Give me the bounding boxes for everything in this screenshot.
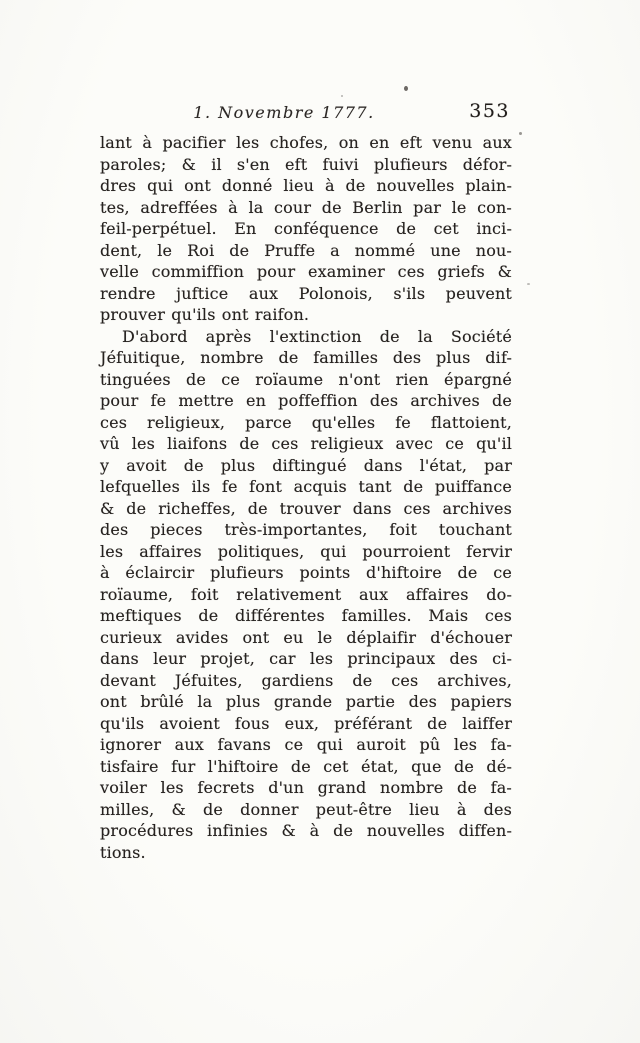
paragraph-continuation [100, 132, 512, 326]
text-line: ont brûlé la plus grande partie des papiers [100, 692, 512, 711]
text-line: à éclaircir plufieurs points d'hiftoire de ce [100, 563, 512, 582]
running-header [100, 100, 512, 130]
text-line: feil-perpétuel. En conféquence de cet inci- [100, 219, 512, 238]
body-text [100, 132, 512, 863]
text-line: tisfaire fur l'hiftoire de cet état, que de dé- [100, 756, 512, 776]
text-line: milles, & de donner peut-être lieu à des [100, 799, 512, 819]
text-line: vû les liaifons de ces religieux avec ce qu'il [100, 434, 512, 453]
text-line: prouver qu'ils ont raifon. [100, 305, 310, 324]
text-line: paroles; & il s'en eft fuivi plufieurs défor- [100, 154, 512, 174]
scan-speckle [404, 86, 408, 91]
text-line: qu'ils avoient fous eux, préférant de laiffer [100, 713, 512, 733]
text-line: D'abord après l'extinction de la Société [122, 326, 512, 346]
text-line: devant Jéfuites, gardiens de ces archives, [100, 670, 512, 690]
text-line: roïaume, foit relativement aux affaires do- [100, 584, 512, 604]
text-line: Jéfuitique, nombre de familles des plus dif- [100, 348, 512, 367]
running-header-date: 1. Novembre 1777. [193, 103, 375, 122]
text-line: ignorer aux favans ce qui auroit pû les fa- [100, 735, 512, 754]
text-line: & de richeffes, de trouver dans ces archives [100, 498, 512, 518]
scan-speckle [527, 283, 530, 285]
text-line: meftiques de différentes familles. Mais ces [100, 606, 512, 625]
text-line: dres qui ont donné lieu à de nouvelles plain- [100, 176, 512, 195]
text-line: tes, adreffées à la cour de Berlin par le con- [100, 197, 512, 217]
scan-speckle [519, 132, 522, 135]
text-line: dans leur projet, car les principaux des ci- [100, 649, 512, 668]
text-line: lefquelles ils fe font acquis tant de puiffance [100, 477, 512, 496]
text-line: procédures infinies & à de nouvelles diffen- [100, 821, 512, 840]
text-line: les affaires politiques, qui pourroient fervir [100, 541, 512, 561]
text-line: rendre juftice aux Polonois, s'ils peuvent [100, 283, 512, 303]
text-line: pour fe mettre en poffeffion des archives de [100, 391, 512, 410]
text-line: curieux avides ont eu le déplaifir d'échouer [100, 627, 512, 647]
text-line: tinguées de ce roïaume n'ont rien épargné [100, 369, 512, 389]
page-number: 353 [469, 100, 510, 122]
text-line: dent, le Roi de Pruffe a nommé une nou- [100, 240, 512, 260]
text-column [100, 100, 512, 862]
text-line: ces religieux, parce qu'elles fe flattoient, [100, 412, 512, 432]
text-line: velle commiffion pour examiner ces griefs & [100, 262, 512, 281]
text-line: tions. [100, 842, 146, 862]
text-line: des pieces très-importantes, foit touchant [100, 520, 512, 539]
paragraph-dabord [100, 326, 512, 864]
text-line: lant à pacifier les chofes, on en eft venu aux [100, 133, 512, 152]
scan-speckle [341, 95, 343, 97]
text-line: y avoit de plus diftingué dans l'état, par [100, 455, 512, 475]
text-line: voiler les fecrets d'un grand nombre de fa- [100, 778, 512, 797]
